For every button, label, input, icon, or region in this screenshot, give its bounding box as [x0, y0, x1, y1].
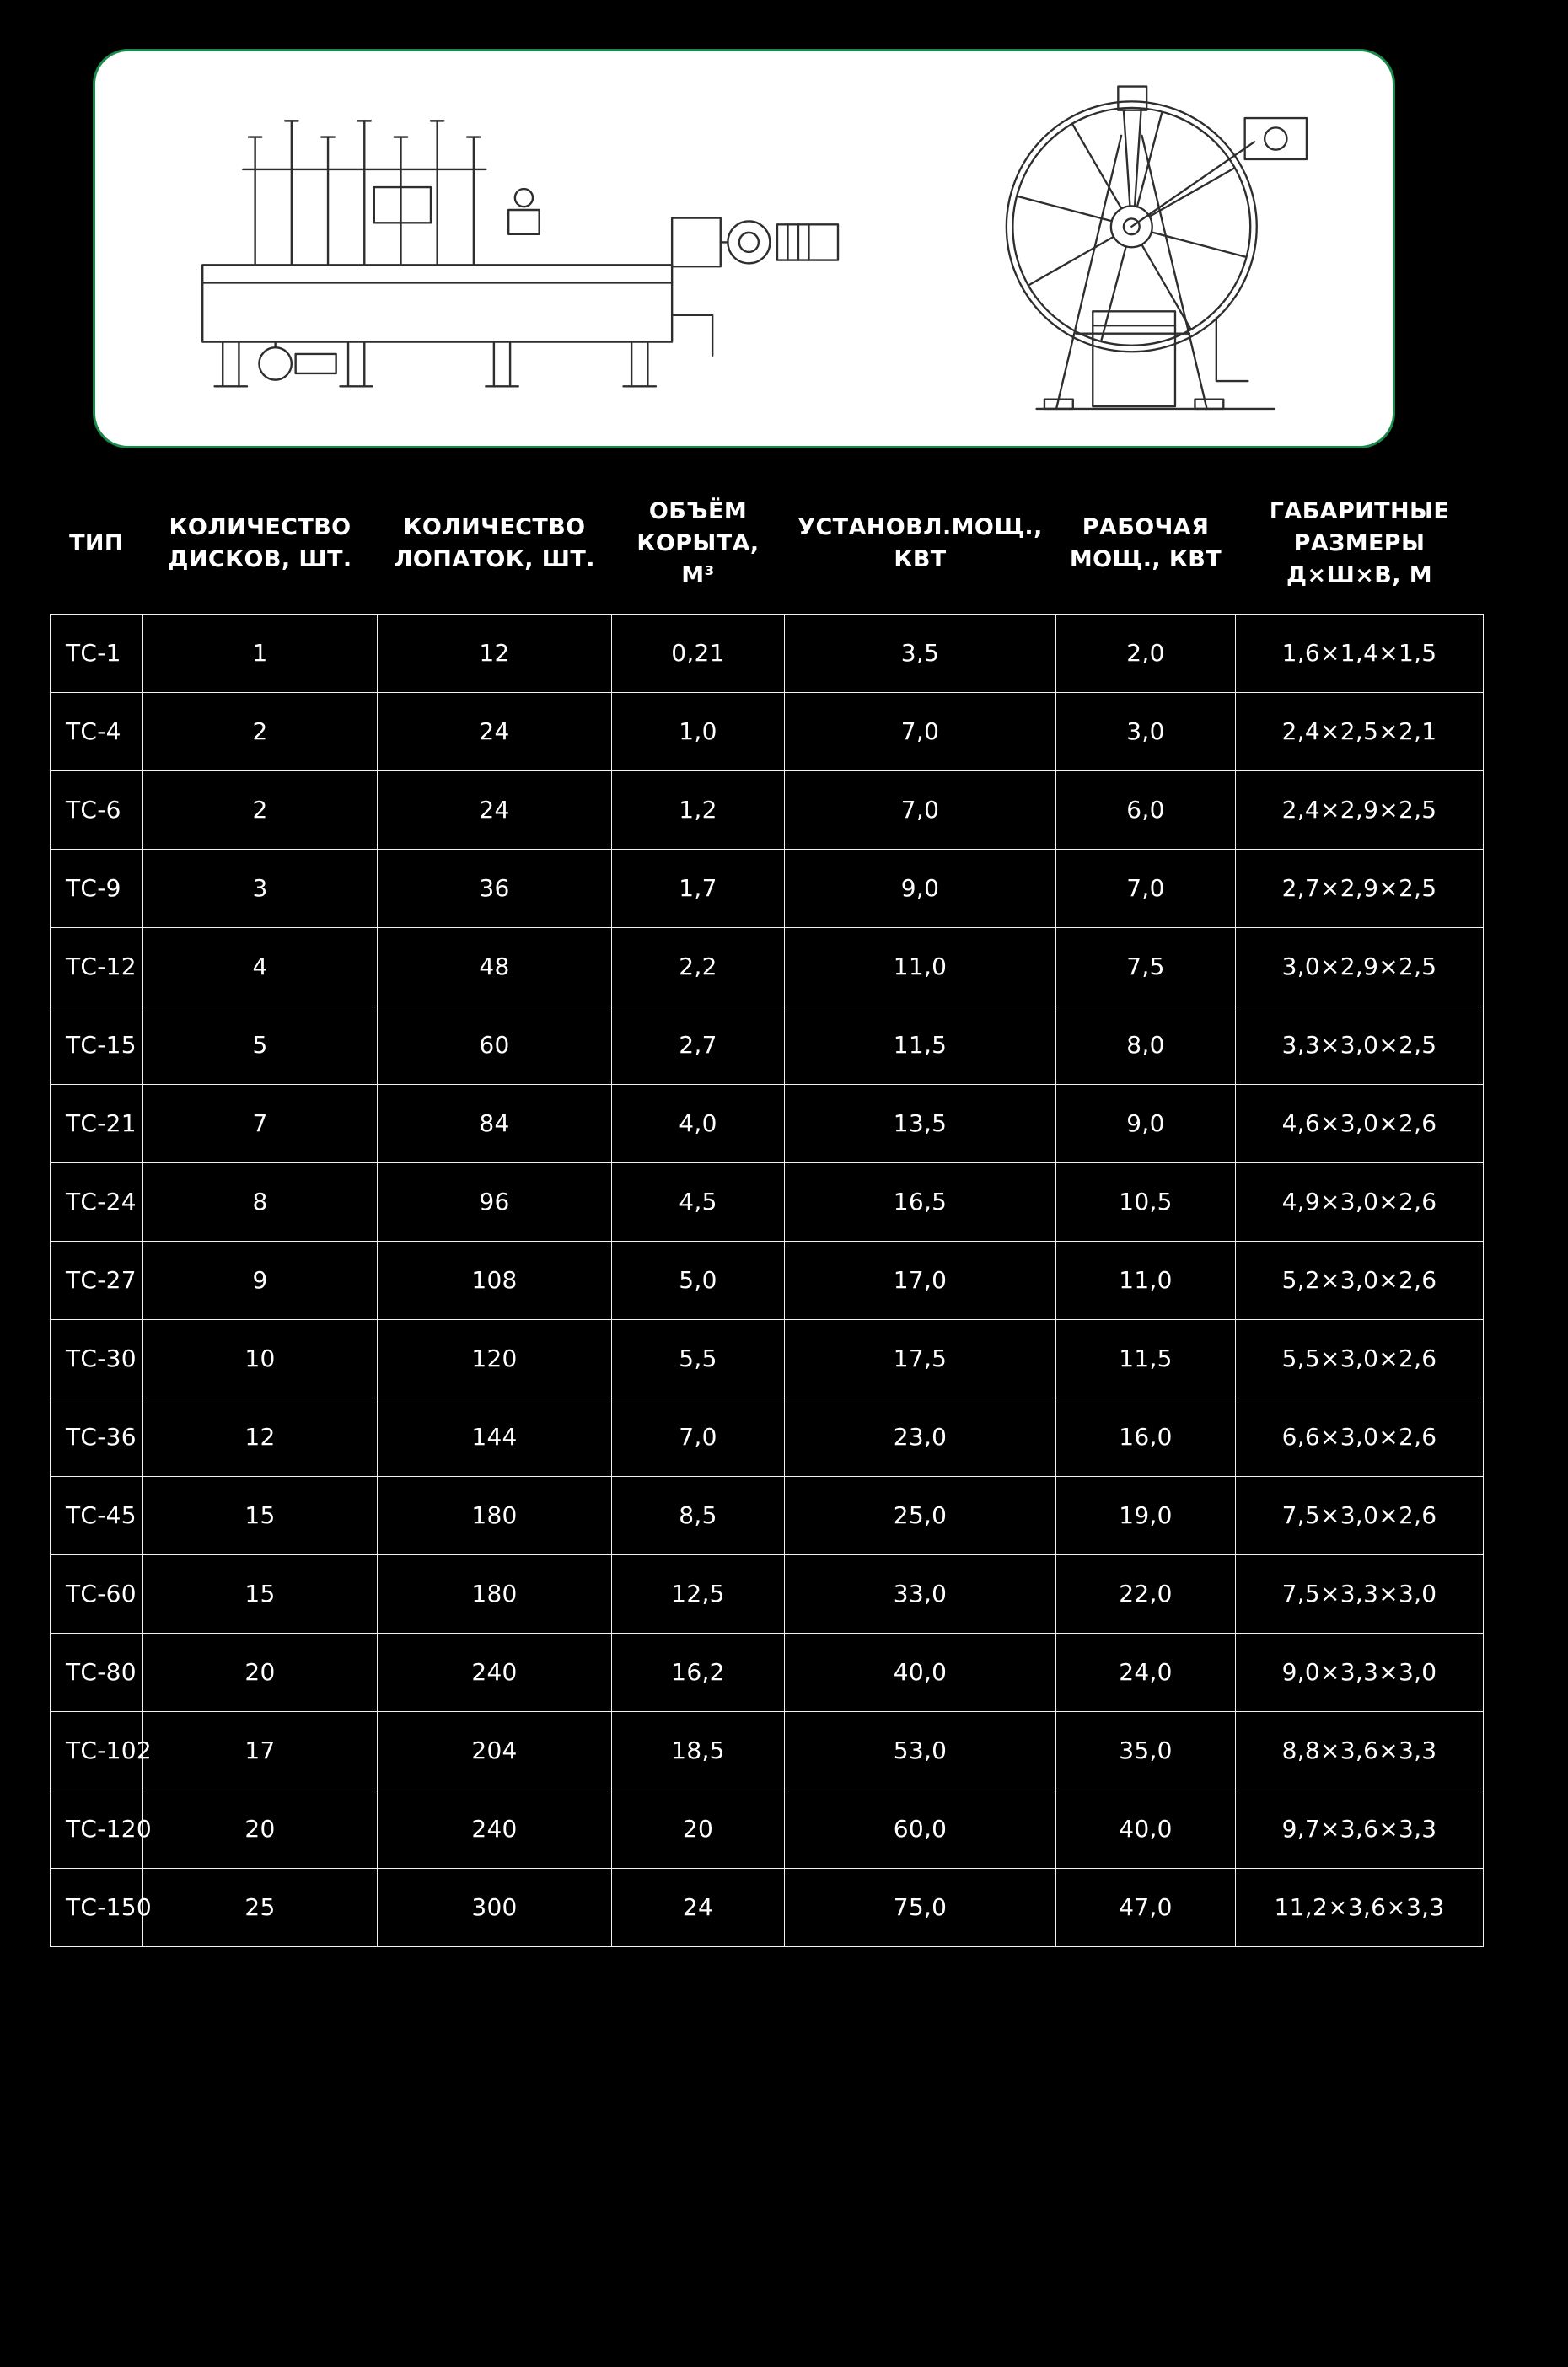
table-row: [51, 1634, 1484, 1712]
cell-type: ТС-30: [51, 1320, 143, 1398]
cell-working-power: 40,0: [1056, 1790, 1236, 1869]
cell-installed-power: 23,0: [785, 1398, 1056, 1477]
cell-disks: 12: [143, 1398, 378, 1477]
cell-volume: 1,7: [612, 850, 785, 928]
cell-installed-power: 17,5: [785, 1320, 1056, 1398]
cell-working-power: 35,0: [1056, 1712, 1236, 1790]
cell-disks: 1: [143, 615, 378, 693]
header-row: [51, 474, 1484, 615]
cell-disks: 17: [143, 1712, 378, 1790]
spec-table-header: [51, 474, 1484, 615]
cell-type: ТС-12: [51, 928, 143, 1006]
table-row: [51, 1163, 1484, 1242]
cell-blades: 240: [378, 1634, 612, 1712]
cell-type: ТС-15: [51, 1006, 143, 1085]
table-row: [51, 1085, 1484, 1163]
col-header-installed-power: УСТАНОВЛ.МОЩ., КВТ: [785, 474, 1056, 615]
table-row: [51, 615, 1484, 693]
cell-working-power: 9,0: [1056, 1085, 1236, 1163]
cell-working-power: 7,5: [1056, 928, 1236, 1006]
cell-working-power: 8,0: [1056, 1006, 1236, 1085]
cell-volume: 18,5: [612, 1712, 785, 1790]
cell-volume: 1,0: [612, 693, 785, 771]
table-row: [51, 1712, 1484, 1790]
cell-dimensions: 4,9×3,0×2,6: [1236, 1163, 1484, 1242]
cell-installed-power: 16,5: [785, 1163, 1056, 1242]
cell-installed-power: 7,0: [785, 693, 1056, 771]
cell-dimensions: 9,7×3,6×3,3: [1236, 1790, 1484, 1869]
cell-disks: 5: [143, 1006, 378, 1085]
col-header-volume: ОБЪЁМ КОРЫТА, М³: [612, 474, 785, 615]
cell-type: ТС-1: [51, 615, 143, 693]
cell-blades: 144: [378, 1398, 612, 1477]
cell-installed-power: 11,0: [785, 928, 1056, 1006]
cell-disks: 15: [143, 1555, 378, 1634]
cell-blades: 48: [378, 928, 612, 1006]
cell-volume: 20: [612, 1790, 785, 1869]
cell-installed-power: 13,5: [785, 1085, 1056, 1163]
cell-dimensions: 9,0×3,3×3,0: [1236, 1634, 1484, 1712]
cell-blades: 204: [378, 1712, 612, 1790]
cell-type: ТС-60: [51, 1555, 143, 1634]
table-row: [51, 1242, 1484, 1320]
cell-disks: 7: [143, 1085, 378, 1163]
cell-installed-power: 17,0: [785, 1242, 1056, 1320]
table-row: [51, 1320, 1484, 1398]
cell-volume: 2,2: [612, 928, 785, 1006]
cell-disks: 8: [143, 1163, 378, 1242]
equipment-side-view-drawing: [146, 87, 858, 414]
cell-dimensions: 2,4×2,9×2,5: [1236, 771, 1484, 850]
cell-blades: 108: [378, 1242, 612, 1320]
cell-disks: 2: [143, 693, 378, 771]
cell-volume: 16,2: [612, 1634, 785, 1712]
cell-blades: 36: [378, 850, 612, 928]
cell-type: ТС-120: [51, 1790, 143, 1869]
cell-dimensions: 7,5×3,0×2,6: [1236, 1477, 1484, 1555]
cell-type: ТС-45: [51, 1477, 143, 1555]
col-header-type: ТИП: [51, 474, 143, 615]
cell-working-power: 16,0: [1056, 1398, 1236, 1477]
table-row: [51, 1869, 1484, 1947]
cell-type: ТС-80: [51, 1634, 143, 1712]
cell-installed-power: 40,0: [785, 1634, 1056, 1712]
cell-working-power: 6,0: [1056, 771, 1236, 850]
cell-dimensions: 5,2×3,0×2,6: [1236, 1242, 1484, 1320]
cell-blades: 12: [378, 615, 612, 693]
table-row: [51, 1555, 1484, 1634]
cell-type: ТС-4: [51, 693, 143, 771]
cell-volume: 8,5: [612, 1477, 785, 1555]
cell-dimensions: 3,3×3,0×2,5: [1236, 1006, 1484, 1085]
col-header-disks: КОЛИЧЕСТВО ДИСКОВ, ШТ.: [143, 474, 378, 615]
cell-volume: 5,5: [612, 1320, 785, 1398]
cell-disks: 3: [143, 850, 378, 928]
equipment-front-view-drawing: [937, 80, 1334, 421]
cell-working-power: 11,5: [1056, 1320, 1236, 1398]
cell-working-power: 11,0: [1056, 1242, 1236, 1320]
cell-working-power: 47,0: [1056, 1869, 1236, 1947]
table-row: [51, 693, 1484, 771]
cell-dimensions: 6,6×3,0×2,6: [1236, 1398, 1484, 1477]
cell-blades: 300: [378, 1869, 612, 1947]
cell-installed-power: 3,5: [785, 615, 1056, 693]
cell-dimensions: 4,6×3,0×2,6: [1236, 1085, 1484, 1163]
cell-type: ТС-27: [51, 1242, 143, 1320]
cell-volume: 4,5: [612, 1163, 785, 1242]
cell-type: ТС-21: [51, 1085, 143, 1163]
col-header-dimensions: ГАБАРИТНЫЕ РАЗМЕРЫ Д×Ш×В, М: [1236, 474, 1484, 615]
table-row: [51, 1398, 1484, 1477]
cell-type: ТС-6: [51, 771, 143, 850]
cell-dimensions: 11,2×3,6×3,3: [1236, 1869, 1484, 1947]
cell-blades: 60: [378, 1006, 612, 1085]
cell-blades: 180: [378, 1555, 612, 1634]
cell-dimensions: 8,8×3,6×3,3: [1236, 1712, 1484, 1790]
cell-disks: 20: [143, 1634, 378, 1712]
cell-installed-power: 60,0: [785, 1790, 1056, 1869]
cell-blades: 240: [378, 1790, 612, 1869]
cell-dimensions: 5,5×3,0×2,6: [1236, 1320, 1484, 1398]
cell-working-power: 10,5: [1056, 1163, 1236, 1242]
cell-blades: 96: [378, 1163, 612, 1242]
cell-volume: 5,0: [612, 1242, 785, 1320]
cell-blades: 84: [378, 1085, 612, 1163]
cell-volume: 4,0: [612, 1085, 785, 1163]
table-row: [51, 928, 1484, 1006]
cell-volume: 2,7: [612, 1006, 785, 1085]
table-row: [51, 1477, 1484, 1555]
table-row: [51, 1006, 1484, 1085]
cell-blades: 24: [378, 771, 612, 850]
spec-table: [50, 474, 1484, 1947]
cell-blades: 180: [378, 1477, 612, 1555]
cell-type: ТС-102: [51, 1712, 143, 1790]
cell-working-power: 19,0: [1056, 1477, 1236, 1555]
cell-installed-power: 7,0: [785, 771, 1056, 850]
cell-type: ТС-150: [51, 1869, 143, 1947]
cell-type: ТС-36: [51, 1398, 143, 1477]
cell-working-power: 22,0: [1056, 1555, 1236, 1634]
col-header-working-power: РАБОЧАЯ МОЩ., КВТ: [1056, 474, 1236, 615]
cell-blades: 24: [378, 693, 612, 771]
cell-installed-power: 9,0: [785, 850, 1056, 928]
cell-type: ТС-9: [51, 850, 143, 928]
cell-dimensions: 2,7×2,9×2,5: [1236, 850, 1484, 928]
spec-table-body: [51, 615, 1484, 1947]
cell-dimensions: 7,5×3,3×3,0: [1236, 1555, 1484, 1634]
cell-installed-power: 53,0: [785, 1712, 1056, 1790]
cell-installed-power: 25,0: [785, 1477, 1056, 1555]
cell-disks: 15: [143, 1477, 378, 1555]
cell-blades: 120: [378, 1320, 612, 1398]
cell-installed-power: 33,0: [785, 1555, 1056, 1634]
cell-working-power: 7,0: [1056, 850, 1236, 928]
cell-installed-power: 11,5: [785, 1006, 1056, 1085]
cell-volume: 12,5: [612, 1555, 785, 1634]
cell-disks: 25: [143, 1869, 378, 1947]
cell-disks: 20: [143, 1790, 378, 1869]
cell-working-power: 2,0: [1056, 615, 1236, 693]
cell-volume: 24: [612, 1869, 785, 1947]
cell-disks: 2: [143, 771, 378, 850]
cell-disks: 10: [143, 1320, 378, 1398]
cell-installed-power: 75,0: [785, 1869, 1056, 1947]
cell-disks: 4: [143, 928, 378, 1006]
table-row: [51, 771, 1484, 850]
equipment-images-panel: [93, 49, 1395, 448]
cell-working-power: 24,0: [1056, 1634, 1236, 1712]
cell-volume: 7,0: [612, 1398, 785, 1477]
cell-volume: 1,2: [612, 771, 785, 850]
cell-volume: 0,21: [612, 615, 785, 693]
cell-disks: 9: [143, 1242, 378, 1320]
cell-working-power: 3,0: [1056, 693, 1236, 771]
col-header-blades: КОЛИЧЕСТВО ЛОПАТОК, ШТ.: [378, 474, 612, 615]
cell-dimensions: 2,4×2,5×2,1: [1236, 693, 1484, 771]
cell-dimensions: 1,6×1,4×1,5: [1236, 615, 1484, 693]
cell-dimensions: 3,0×2,9×2,5: [1236, 928, 1484, 1006]
table-row: [51, 1790, 1484, 1869]
table-row: [51, 850, 1484, 928]
cell-type: ТС-24: [51, 1163, 143, 1242]
